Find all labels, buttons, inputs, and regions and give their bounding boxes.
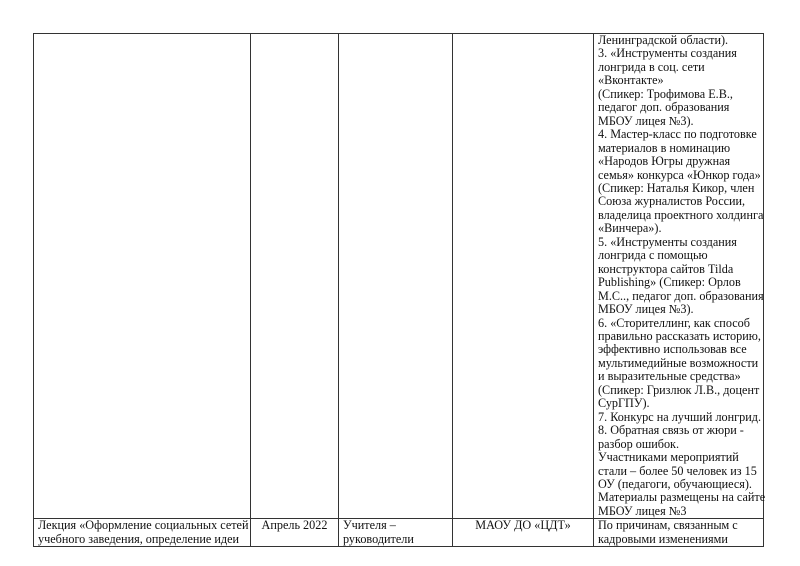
- result-text-line: (Спикер: Трофимова Е.В.,: [598, 86, 733, 101]
- result-text-line: МБОУ лицея №3).: [598, 113, 694, 128]
- result-text-line: стали – более 50 человек из 15: [598, 463, 757, 478]
- result-text-line: Союза журналистов России,: [598, 194, 746, 209]
- result-text-line: разбор ошибок.: [598, 436, 680, 451]
- event-cell: [34, 519, 251, 547]
- result-text-line: конструктора сайтов Tilda: [598, 261, 734, 276]
- table-row: [34, 519, 764, 547]
- organizer-cell: [453, 519, 594, 547]
- result-text-line: 8. Обратная связь от жюри -: [598, 423, 744, 438]
- result-cell: [594, 34, 764, 519]
- result-text-line: педагог доп. образования: [598, 100, 730, 115]
- result-text-line: 3. «Инструменты создания: [598, 46, 737, 61]
- result-text-line: По причинам, связанным с: [598, 518, 738, 533]
- organizer-text: МАОУ ДО «ЦДТ»: [475, 518, 571, 533]
- result-text-line: (Спикер: Гризлюк Л.В., доцент: [598, 382, 760, 397]
- audience-text-line: руководители: [343, 531, 414, 546]
- result-text-line: правильно рассказать историю,: [598, 328, 761, 343]
- result-text-line: (Спикер: Наталья Кикор, член: [598, 180, 755, 195]
- result-text-line: 6. «Сторителлинг, как способ: [598, 315, 750, 330]
- result-text-line: Ленинградской области).: [598, 33, 729, 47]
- result-text-line: 7. Конкурс на лучший лонгрид.: [598, 409, 762, 424]
- events-table: [33, 33, 764, 547]
- result-text-line: «Винчера»).: [598, 221, 662, 236]
- event-cell: [34, 34, 251, 519]
- audience-text-line: Учителя –: [343, 518, 396, 533]
- result-text-line: Publishing» (Спикер: Орлов: [598, 275, 741, 290]
- audience-cell: [339, 519, 453, 547]
- result-text-line: эффективно использовав все: [598, 342, 747, 357]
- result-text-line: кадровыми изменениями: [598, 531, 728, 546]
- result-text-line: «Народов Югры дружная: [598, 154, 731, 169]
- result-text-line: 5. «Инструменты создания: [598, 234, 737, 249]
- audience-cell: [339, 34, 453, 519]
- result-text-line: лонгрида с помощью: [598, 248, 708, 263]
- result-text-line: Материалы размещены на сайте: [598, 490, 766, 505]
- result-text-line: владелица проектного холдинга: [598, 207, 764, 222]
- table-row: [34, 34, 764, 519]
- result-text-line: Участниками мероприятий: [598, 450, 739, 465]
- result-text-line: ОУ (педагоги, обучающиеся).: [598, 476, 752, 491]
- result-text-line: «Вконтакте»: [598, 73, 664, 88]
- result-text-line: 4. Мастер-класс по подготовке: [598, 127, 757, 142]
- result-cell: [594, 519, 764, 547]
- result-text-line: лонгрида в соц. сети: [598, 59, 705, 74]
- date-text: Апрель 2022: [261, 518, 328, 533]
- result-text-line: МБОУ лицея №3: [598, 503, 687, 518]
- organizer-cell: [453, 34, 594, 519]
- result-text-line: М.С.., педагог доп. образования: [598, 288, 764, 303]
- result-text-line: семья» конкурса «Юнкор года»: [598, 167, 761, 182]
- result-text-line: МБОУ лицея №3).: [598, 302, 694, 317]
- event-text-line: Лекция «Оформление социальных сетей: [38, 518, 249, 533]
- result-text-line: материалов в номинацию: [598, 140, 731, 155]
- result-text-line: и выразительные средства»: [598, 369, 741, 384]
- result-text-line: СурГПУ).: [598, 396, 650, 411]
- date-cell: [251, 34, 339, 519]
- date-cell: [251, 519, 339, 547]
- event-text-line: учебного заведения, определение идеи: [38, 531, 240, 546]
- result-text-line: мультимедийные возможности: [598, 355, 759, 370]
